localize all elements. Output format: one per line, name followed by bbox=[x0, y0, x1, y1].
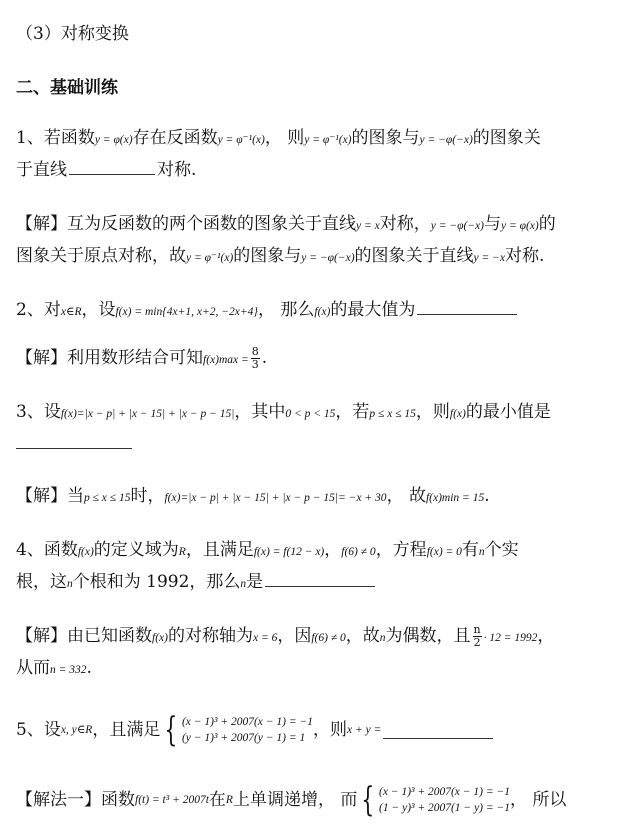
formula: f(x)max = bbox=[203, 354, 249, 366]
formula: n = 332 bbox=[50, 664, 87, 676]
solution-4-line-2: 从而n = 332. bbox=[16, 658, 92, 678]
formula: x∈R bbox=[60, 306, 82, 318]
formula: p ≤ x ≤ 15 bbox=[369, 408, 416, 420]
formula: y = φ(x) bbox=[94, 134, 133, 146]
formula: y = φ⁻¹(x) bbox=[186, 252, 234, 264]
question-3-line-1: 3、设f(x)=|x − p| + |x − 15| + |x − p − 15|，其中0 < p < 15，若p ≤ x ≤ 15，则f(x)的最小值是 bbox=[16, 402, 551, 422]
formula: f(x) bbox=[77, 546, 94, 558]
formula: y = x bbox=[356, 220, 380, 232]
question-1-line-2: 于直线 对称. bbox=[16, 160, 197, 180]
formula: n bbox=[478, 546, 485, 558]
formula: y = φ⁻¹(x) bbox=[217, 134, 265, 146]
answer-blank bbox=[69, 158, 155, 175]
answer-blank bbox=[16, 432, 132, 449]
formula: R bbox=[178, 546, 186, 558]
answer-blank bbox=[383, 722, 493, 739]
formula: y = −φ(−x) bbox=[419, 134, 473, 146]
question-4-line-1: 4、函数f(x)的定义域为R，且满足f(x) = f(12 − x)，f(6) ≠ 0，方程f(x) = 0有n个实 bbox=[16, 540, 519, 560]
formula: y = φ(x) bbox=[500, 220, 539, 232]
formula: f(6) ≠ 0 bbox=[311, 632, 346, 644]
formula: y = −φ(−x) bbox=[301, 252, 355, 264]
formula: f(x) bbox=[152, 632, 168, 644]
formula: f(t) = t³ + 2007t bbox=[135, 794, 209, 806]
solution-2: 【解】利用数形结合可知f(x)max = $\frac{8}{3}$ . bbox=[16, 345, 268, 371]
formula: · 12 = 1992 bbox=[483, 632, 538, 644]
formula: x + y = bbox=[347, 724, 382, 736]
solution-3: 【解】当p ≤ x ≤ 15时，f(x)=|x − p| + |x − 15| + |x − p − 15|= −x + 30， 故f(x)min = 15. bbox=[16, 486, 490, 506]
question-1-line-1: 1、若函数y = φ(x)存在反函数y = φ⁻¹(x)， 则y = φ⁻¹(x)的图象与y = −φ(−x)的图象关 bbox=[16, 128, 541, 148]
formula: n bbox=[240, 578, 247, 590]
formula: 0 < p < 15 bbox=[285, 408, 336, 420]
formula: R bbox=[225, 794, 233, 806]
formula: f(x) = f(12 − x) bbox=[253, 546, 325, 558]
formula: f(x)min = 15 bbox=[425, 492, 485, 504]
left-brace: { bbox=[164, 710, 178, 750]
formula: x, y∈R bbox=[60, 724, 93, 736]
formula: f(x) = min{4x+1, x+2, −2x+4} bbox=[115, 306, 259, 318]
question-5: 5、设 x, y∈R ，且满足 { (x − 1)³ + 2007(x − 1) = −1 (y − 1)³ + 2007(y − 1) = 1 ，则 x + y = bbox=[16, 710, 630, 750]
formula: f(x) bbox=[314, 306, 331, 318]
formula: n bbox=[67, 578, 73, 590]
part-heading: 二、基础训练 bbox=[16, 78, 118, 98]
solution-1-line-1: 【解】互为反函数的两个函数的图象关于直线y = x对称，y = −φ(−x)与y = φ(x)的 bbox=[16, 214, 556, 234]
section-heading: （3）对称变换 bbox=[16, 24, 129, 44]
answer-blank bbox=[417, 298, 517, 315]
answer-blank bbox=[265, 570, 375, 587]
fraction: $\frac{8}{3}$ bbox=[251, 345, 259, 371]
formula: f(x)=|x − p| + |x − 15| + |x − p − 15| bbox=[60, 408, 235, 420]
formula: y = φ⁻¹(x) bbox=[304, 134, 352, 146]
solution-5: 【解法一】函数 f(t) = t³ + 2007t 在 R 上单调递增， 而 { (x − 1)³ + 2007(x − 1) = −1 (1 − y)³ + 2007(1 − y) = −1 ， 所以 bbox=[16, 780, 567, 820]
solution-1-line-2: 图象关于原点对称，故y = φ⁻¹(x)的图象与y = −φ(−x)的图象关于直线y = −x对称. bbox=[16, 246, 545, 266]
question-3-line-2 bbox=[16, 432, 630, 456]
formula: f(x)=|x − p| + |x − 15| + |x − p − 15|= −x + 30 bbox=[164, 492, 387, 504]
fraction: $\frac{n}{2}$ bbox=[473, 623, 481, 649]
formula: y = −φ(−x) bbox=[430, 220, 484, 232]
solution-4-line-1: 【解】由已知函数f(x)的对称轴为x = 6，因f(6) ≠ 0，故n为偶数，且 $\frac{n}{2}$ · 12 = 1992， bbox=[16, 623, 555, 649]
question-2: 2、对x∈R，设f(x) = min{4x+1, x+2, −2x+4}， 那么f(x)的最大值为 bbox=[16, 298, 630, 324]
formula: f(x) bbox=[449, 408, 466, 420]
formula: y = −x bbox=[473, 252, 506, 264]
formula: f(6) ≠ 0 bbox=[341, 546, 376, 558]
equation-system: { (x − 1)³ + 2007(x − 1) = −1 (y − 1)³ + 2007(y − 1) = 1 bbox=[164, 710, 313, 750]
formula: n bbox=[379, 632, 386, 644]
formula: f(x) = 0 bbox=[426, 546, 462, 558]
left-brace: { bbox=[361, 780, 375, 820]
formula: p ≤ x ≤ 15 bbox=[84, 492, 131, 504]
formula: x = 6 bbox=[252, 632, 278, 644]
question-4-line-2: 根，这n个根和为 1992，那么n是 bbox=[16, 570, 630, 596]
equation-system: { (x − 1)³ + 2007(x − 1) = −1 (1 − y)³ + 2007(1 − y) = −1 bbox=[361, 780, 511, 820]
